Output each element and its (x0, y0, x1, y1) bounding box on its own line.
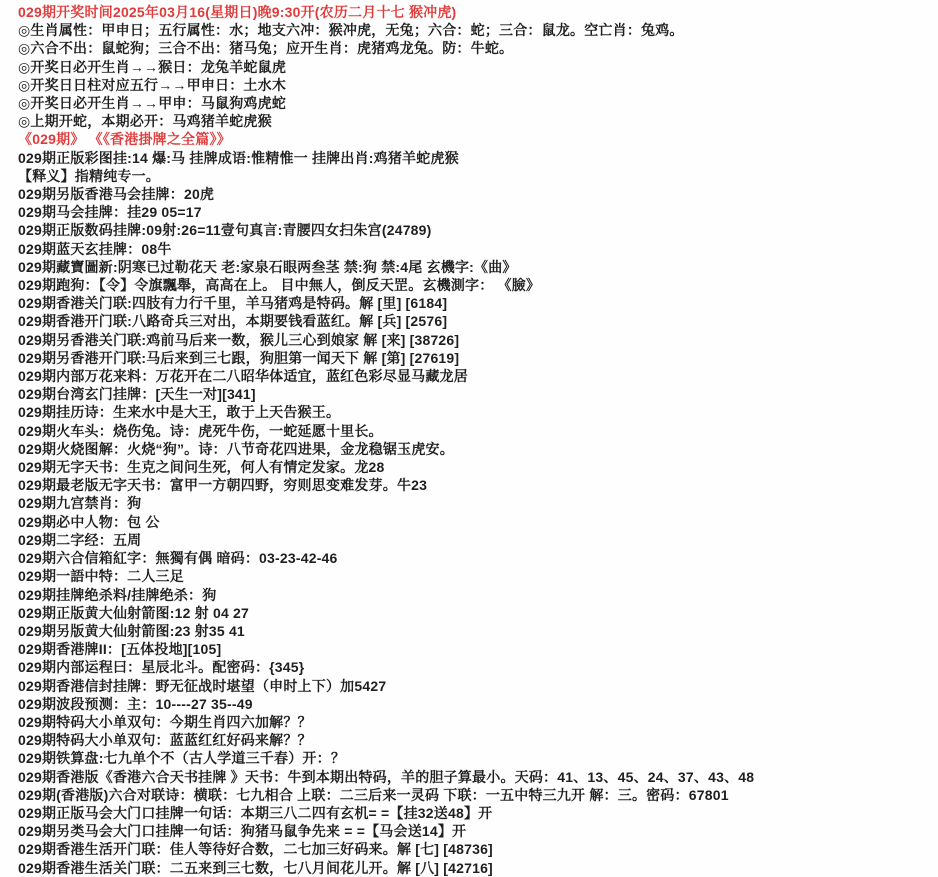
text-line-17: 029期香港关门联:四肢有力行千里，羊马猪鸡是特码。解 [里] [6184] (18, 295, 448, 312)
text-line-45: 029期正版马会大门口挂牌一句话：本期三八二四有玄机= =【挂32送48】开 (18, 804, 493, 821)
text-line-25: 029期火烧图解：火烧“狗”。诗：八节奇花四进果，金龙稳锯玉虎安。 (18, 440, 454, 457)
text-line-35: 029期另版黄大仙射箭图:23 射35 41 (18, 622, 245, 639)
text-line-44: 029期(香港版)六合对联诗：横联：七九相合 上联：二三后来一灵码 下联：一五中特三九开 解：三。密码：67801 (18, 786, 729, 803)
text-line-33: 029期挂牌绝杀料/挂牌绝杀：狗 (18, 586, 217, 603)
text-line-16: 029期跑狗：【令】令旗飄舉，高高在上。 目中無人，倒反天罡。玄機測字： 《臉》 (18, 277, 541, 294)
text-line-43: 029期香港版《香港六合天书挂牌 》天书：牛到本期出特码，羊的胆子算最小。天码：41、13、45、24、37、43、48 (18, 768, 755, 785)
text-line-1: 029期开奖时间2025年03月16(星期日)晚9:30开(农历二月十七 猴冲虎) (18, 4, 457, 20)
text-line-12: 029期马会挂牌：挂29 05=17 (18, 204, 202, 221)
text-line-13: 029期正版数码挂牌:09射:26=11壹句真言:青腰四女扫朱宫(24789) (18, 222, 432, 239)
text-line-29: 029期必中人物：包 公 (18, 513, 160, 530)
text-line-19: 029期另香港关门联:鸡前马后来一数，猴儿三心到娘家 解 [来] [38726] (18, 331, 460, 348)
text-line-9: 029期正版彩图挂:14 爆:马 挂牌成语:惟精惟一 挂牌出肖:鸡猪羊蛇虎猴 (18, 149, 459, 166)
text-line-42: 029期铁算盘:七九单个不（古人学道三千春）开：？ (18, 750, 346, 767)
text-line-5: ◎开奖日日柱对应五行→→甲申日：土水木 (18, 76, 287, 93)
text-line-47: 029期香港生活开门联：佳人等待好合数，二七加三好码来。解 [七] [48736] (18, 841, 493, 858)
text-line-31: 029期六合信箱紅字：無獨有偶 暗码：03-23-42-46 (18, 550, 338, 567)
text-line-28: 029期九宫禁肖：狗 (18, 495, 142, 512)
text-line-48: 029期香港生活关门联：二五来到三七数，七八月间花儿开。解 [八] [42716] (18, 859, 493, 876)
text-line-10: 【释义】指精纯专一。 (18, 167, 160, 184)
text-line-39: 029期波段预测：主：10----27 35--49 (18, 695, 253, 712)
text-line-7: ◎上期开蛇，本期必开：马鸡猪羊蛇虎猴 (18, 113, 272, 130)
text-line-20: 029期另香港开门联:马后来到三七跟，狗胆第一闻天下 解 [第] [27619] (18, 349, 460, 366)
text-line-46: 029期另类马会大门口挂牌一句话：狗猪马鼠争先来 = =【马会送14】开 (18, 823, 467, 840)
text-line-18: 029期香港开门联:八路奇兵三对出，本期要钱看蓝红。解 [兵] [2576] (18, 313, 448, 330)
text-line-21: 029期内部万花来料：万花开在二八昭华体适宜，蓝红色彩尽显马藏龙居 (18, 368, 468, 385)
text-line-4: ◎开奖日必开生肖→→猴日：龙兔羊蛇鼠虎 (18, 58, 287, 75)
text-line-11: 029期另版香港马会挂牌：20虎 (18, 186, 215, 203)
text-line-22: 029期台湾玄门挂牌：[天生一对][341] (18, 386, 256, 403)
text-line-6: ◎开奖日必开生肖→→甲申：马鼠狗鸡虎蛇 (18, 95, 287, 112)
text-line-30: 029期二字经：五周 (18, 531, 142, 548)
text-line-15: 029期藏寶圖新:阴寒已过勒花天 老:家泉石眼两叁茎 禁:狗 禁:4尾 玄機字:《曲》 (18, 258, 517, 275)
text-line-3: ◎六合不出：鼠蛇狗；三合不出：猪马兔；应开生肖：虎猪鸡龙兔。防：牛蛇。 (18, 40, 514, 57)
text-line-8: 《029期》 《《香港掛牌之全篇》》 (18, 131, 231, 148)
text-line-23: 029期挂历诗：生来水中是大王，敢于上天告猴王。 (18, 404, 341, 421)
text-line-34: 029期正版黄大仙射箭图:12 射 04 27 (18, 604, 250, 621)
text-line-40: 029期特码大小单双句：今期生肖四六加解？？ (18, 713, 312, 730)
text-line-26: 029期无字天书：生克之间问生死，何人有情定发家。龙28 (18, 459, 385, 476)
text-line-2: ◎生肖属性：甲申日；五行属性：水；地支六冲：猴冲虎，无兔；六合：蛇；三合：鼠龙。空亡肖：兔鸡。 (18, 22, 684, 39)
text-line-24: 029期火车头：烧伤兔。诗：虎死牛伤，一蛇延愿十里长。 (18, 422, 383, 439)
text-line-37: 029期内部运程曰：星辰北斗。配密码：{345} (18, 659, 305, 676)
text-line-14: 029期蓝天玄挂牌：08牛 (18, 240, 172, 257)
text-line-36: 029期香港牌II：[五体投地][105] (18, 641, 222, 658)
text-line-27: 029期最老版无字天书：富甲一方朝四野，穷则思变难发芽。牛23 (18, 477, 428, 494)
text-line-41: 029期特码大小单双句：蓝蓝红红好码来解？？ (18, 732, 312, 749)
text-line-38: 029期香港信封挂牌：野无征战时堪望（申时上下）加5427 (18, 677, 387, 694)
text-line-32: 029期一語中特：二人三足 (18, 568, 184, 585)
